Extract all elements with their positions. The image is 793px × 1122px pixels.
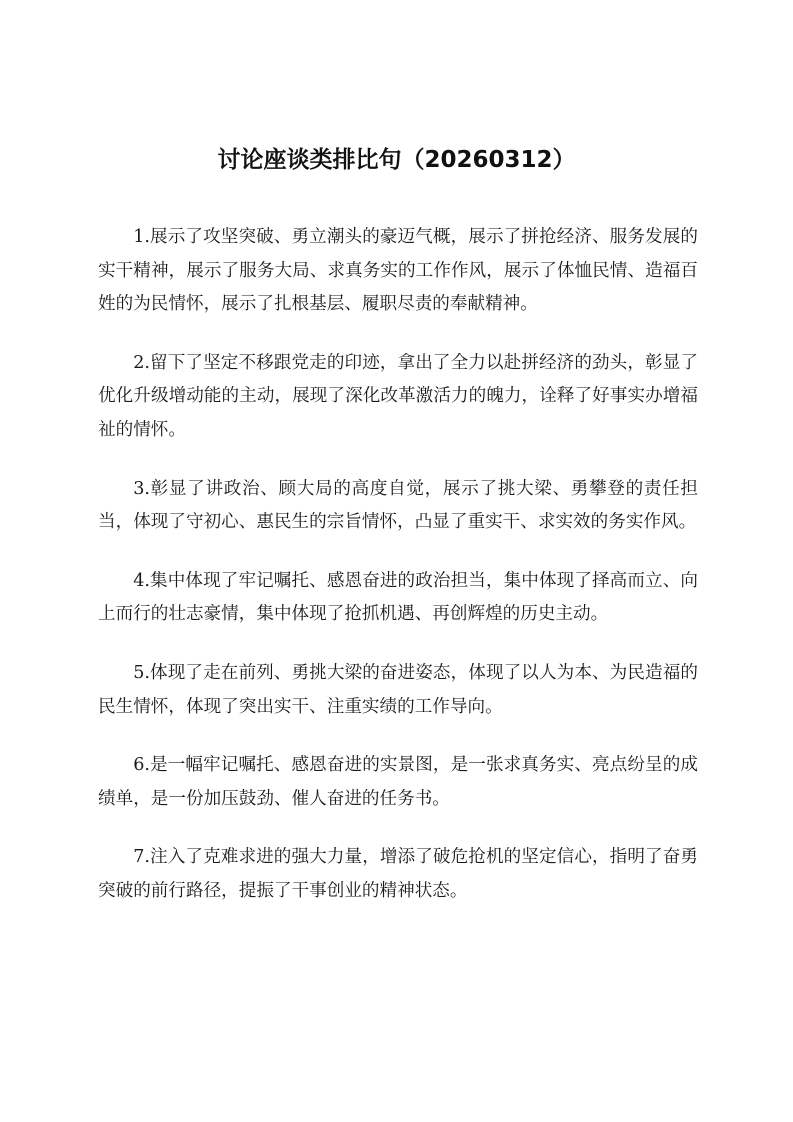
paragraph-2: 2.留下了坚定不移跟党走的印迹，拿出了全力以赴拼经济的劲头，彰显了优化升级增动能的主动，展现了深化改革激活力的魄力，诠释了好事实办增福祉的情怀。 <box>98 352 698 440</box>
paragraph-3: 3.彰显了讲政治、顾大局的高度自觉，展示了挑大梁、勇攀登的责任担当，体现了守初心、惠民生的宗旨情怀，凸显了重实干、求实效的务实作风。 <box>98 478 698 533</box>
paragraph-1: 1.展示了攻坚突破、勇立潮头的豪迈气概，展示了拼抢经济、服务发展的实干精神，展示了服务大局、求真务实的工作作风，展示了体恤民情、造福百姓的为民情怀，展示了扎根基层、履职尽责的奉献精神。 <box>98 227 698 315</box>
paragraph-7: 7.注入了克难求进的强大力量，增添了破危抢机的坚定信心，指明了奋勇突破的前行路径，提振了干事创业的精神状态。 <box>98 847 698 901</box>
document-title: 讨论座谈类排比句（20260312） <box>217 147 576 173</box>
paragraph-6: 6.是一幅牢记嘱托、感恩奋进的实景图，是一张求真务实、亮点纷呈的成绩单，是一份加压鼓劲、催人奋进的任务书。 <box>98 755 698 809</box>
paragraph-4: 4.集中体现了牢记嘱托、感恩奋进的政治担当，集中体现了择高而立、向上而行的壮志豪情，集中体现了抢抓机遇、再创辉煌的历史主动。 <box>98 570 698 625</box>
paragraph-5: 5.体现了走在前列、勇挑大梁的奋进姿态，体现了以人为本、为民造福的民生情怀，体现了突出实干、注重实绩的工作导向。 <box>98 662 698 717</box>
document-body <box>98 221 698 934</box>
